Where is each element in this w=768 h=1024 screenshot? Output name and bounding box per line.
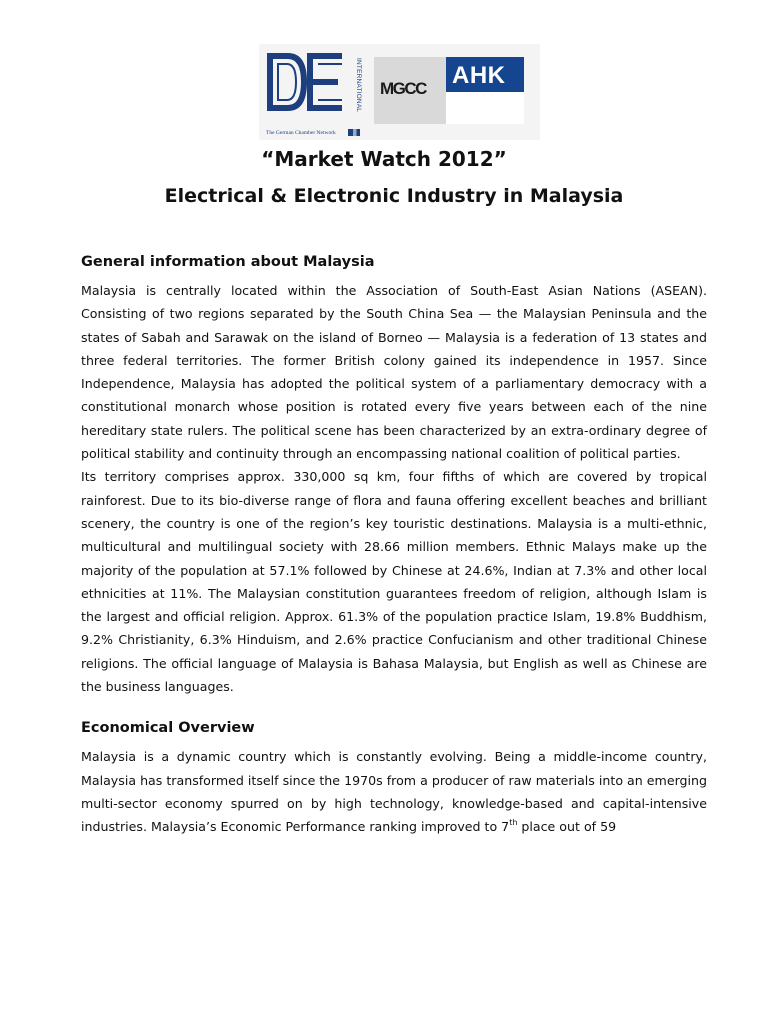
de-logo-letters-graphic: [266, 52, 346, 112]
economical-overview-paragraph: [81, 745, 707, 838]
header-logos: [259, 44, 540, 140]
ahk-logo-panel: [446, 57, 524, 124]
document-body: [81, 250, 707, 839]
general-information-paragraph-2: Its territory comprises approx. 330,000 sq km, four fifths of which are covered by tropical rainforest. Due to its bio-diverse range of flora and fauna offering excellent beaches and brilliant scenery, the country is one of the region’s key touristic destinations. Malaysia is a multi-ethnic, multicultural and multilingual society with 28.66 million members. Ethnic Malays make up the majority of the population at 57.1% followed by Chinese at 24.6%, Indian at 7.3% and other local ethnicities at 11%. The Malaysian constitution guarantees freedom of religion, although Islam is the largest and official religion. Approx. 61.3% of the population practice Islam, 19.8% Buddhism, 9.2% Christianity, 6.3% Hinduism, and 2.6% practice Confucianism and other traditional Chinese religions. The official language of Malaysia is Bahasa Malaysia, but English as well as Chinese are the business languages.: [81, 469, 707, 695]
mgcc-logo-text: MGCC: [380, 79, 426, 98]
mgcc-ahk-logo: [374, 57, 524, 124]
de-international-label: INTERNATIONAL: [355, 58, 362, 113]
section-heading-general-information: General information about Malaysia: [81, 254, 375, 270]
section-heading-economical-overview: Economical Overview: [81, 720, 255, 737]
ahk-logo-lower-band: [446, 92, 524, 124]
economical-overview-text-part-1: Malaysia is a dynamic country which is constantly evolving. Being a middle-income country, Malaysia has transformed itself since the 1970s from a producer of raw materials into an emerging multi-sector economy spurred on by high technology, knowledge-based and capital-intensive industries. Malaysia’s Economic Performance ranking improved to 7: [81, 749, 707, 835]
economical-overview-text-part-2: place out of 59: [517, 819, 617, 835]
mgcc-logo-panel: [374, 57, 446, 124]
document-subtitle: Electrical & Electronic Industry in Malaysia: [164, 185, 624, 207]
ordinal-superscript: th: [509, 818, 518, 828]
de-international-logo: [266, 52, 362, 136]
ahk-logo-text: AHK: [452, 62, 506, 89]
german-chamber-network-label: The German Chamber Network: [266, 130, 336, 136]
flag-icon: [348, 129, 360, 136]
general-information-paragraph-1: Malaysia is centrally located within the Association of South-East Asian Nations (ASEAN). Consisting of two regions separated by the South China Sea — the Malaysian Peninsula and the states of Sabah and Sarawak on the island of Borneo — Malaysia is a federation of 13 states and three federal territories. The former British colony gained its independence in 1957. Since Independence, Malaysia has adopted the political system of a parliamentary democracy with a constitutional monarch whose position is rotated every five years between each of the nine hereditary state rulers. The political scene has been characterized by an extra-ordinary degree of political stability and continuity through an encompassing national coalition of political parties.: [81, 283, 707, 462]
document-title: “Market Watch 2012”: [261, 147, 507, 171]
section-spacer: [81, 698, 707, 716]
